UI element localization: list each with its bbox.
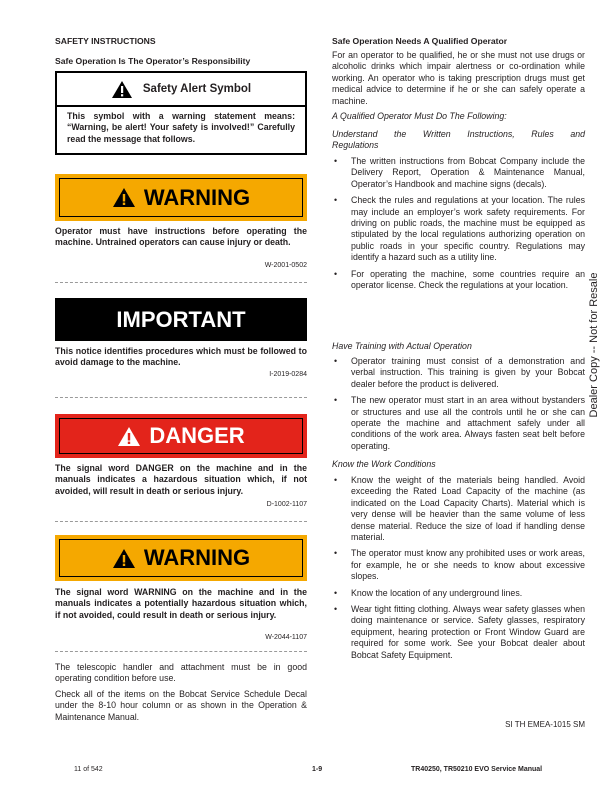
safety-alert-box	[55, 71, 307, 155]
alert-triangle-icon	[111, 80, 133, 99]
important-code: I-2019-0284	[269, 371, 307, 378]
alert-triangle-icon	[112, 187, 136, 208]
warning-code: W-2001-0502	[264, 262, 307, 269]
footer-page-of: 11 of 542	[74, 766, 103, 773]
list-item: • Check the rules and regulations at your location. The rules may include an employer’s work safety requirements. For driving on public roads, the machine must be equipped as stipulated by the local regulations authorizing operation on public roads in your specific country. Regulations may identify a hazard such as a utility line.	[334, 195, 585, 263]
divider	[55, 397, 307, 398]
intro-paragraph: For an operator to be qualified, he or she must not use drugs or alcoholic drinks which impair alertness or co-ordination while working. An operator who is taking prescription drugs must get medical advice to determine if he or she can safely operate a machine.	[332, 50, 585, 106]
warning-banner	[55, 535, 307, 581]
warning-code: W-2044-1107	[265, 634, 307, 641]
list-item: • The written instructions from Bobcat Company include the Delivery Report, Operation & Maintenance Manual, Operator’s Handbook and machine signs (decals).	[334, 156, 585, 189]
conditions-heading: Know the Work Conditions	[332, 459, 436, 469]
footer-manual-title: TR40250, TR50210 EVO Service Manual	[411, 766, 543, 773]
safety-alert-text: This symbol with a warning statement means: “Warning, be alert! Your safety is involved!” Carefully read the message that follows.	[67, 111, 295, 144]
training-heading: Have Training with Actual Operation	[332, 341, 472, 351]
qualified-heading: A Qualified Operator Must Do The Following:	[332, 111, 507, 121]
list-item: • Know the weight of the materials being handled. Avoid exceeding the Rated Load Capacity of the machine (as indicated on the Load Capacity Charts). Material which is very dense will be heavier than the same volume of less dense material. Reduce the size of load if handling dense material.	[334, 475, 585, 543]
danger-code: D-1002-1107	[266, 501, 307, 508]
paragraph: Check all of the items on the Bobcat Service Schedule Decal under the 8-10 hour column or as shown in the Operation & Maintenance Manual.	[55, 689, 307, 722]
section-subtitle: Safe Operation Is The Operator’s Responsibility	[55, 56, 251, 66]
alert-triangle-icon	[112, 548, 136, 569]
danger-label: DANGER	[149, 423, 245, 448]
understand-heading-line: Understand the Written Instructions, Rules and	[332, 129, 585, 139]
list-item: • Operator training must consist of a demonstration and verbal instruction. This training is given by your Bobcat dealer before the product is delivered.	[334, 356, 585, 389]
side-watermark: Dealer Copy -- Not for Resale	[588, 272, 600, 418]
training-list	[332, 356, 585, 457]
important-banner	[55, 298, 307, 341]
safety-alert-title: Safety Alert Symbol	[142, 83, 252, 95]
safety-alert-header	[57, 73, 305, 107]
document-code: SI TH EMEA-1015 SM	[505, 720, 585, 729]
list-item: • The new operator must start in an area without bystanders or structures and use all the controls until he or she can operate the machine and attachment safely under all conditions of the work area. Always fasten seat belt before operating.	[334, 395, 585, 451]
list-item: • Wear tight fitting clothing. Always wear safety glasses when doing maintenance or service. Safety glasses, respiratory equipment, hearing protection or Front Window Guard are required for some work. See your Bobcat dealer about Bobcat Safety Equipment.	[334, 604, 585, 660]
divider	[55, 521, 307, 522]
section-title: SAFETY INSTRUCTIONS	[55, 36, 156, 46]
important-text: This notice identifies procedures which must be followed to avoid damage to the machine.	[55, 346, 307, 368]
understand-list	[332, 156, 585, 296]
conditions-list	[332, 475, 585, 666]
divider	[55, 282, 307, 283]
footer-page-number: 1-9	[312, 766, 323, 773]
danger-text: The signal word DANGER on the machine and in the manuals indicates a hazardous situation which, if not avoided, will result in death or serious injury.	[55, 463, 307, 496]
divider	[55, 651, 307, 652]
warning-label: WARNING	[143, 545, 251, 570]
paragraph: The telescopic handler and attachment must be in good operating condition before use.	[55, 662, 307, 684]
danger-banner	[55, 414, 307, 458]
list-item: • Know the location of any underground lines.	[334, 587, 523, 598]
warning-label: WARNING	[143, 184, 251, 210]
warning-text: Operator must have instructions before operating the machine. Untrained operators can cause injury or death.	[55, 226, 307, 248]
warning-text: The signal word WARNING on the machine and in the manuals indicates a potentially hazardous situation which, if not avoided, could result in death or serious injury.	[55, 587, 307, 620]
right-title: Safe Operation Needs A Qualified Operator	[332, 36, 508, 46]
list-item: • The operator must know any prohibited uses or work areas, for example, he or she needs to know about excessive slopes.	[334, 548, 585, 582]
alert-triangle-icon	[117, 426, 141, 447]
warning-banner	[55, 174, 307, 221]
list-item: • For operating the machine, some countries require an operator license. Check the regulations at your location.	[334, 268, 585, 291]
understand-heading-line: Regulations	[332, 140, 379, 150]
important-label: IMPORTANT	[116, 306, 246, 332]
